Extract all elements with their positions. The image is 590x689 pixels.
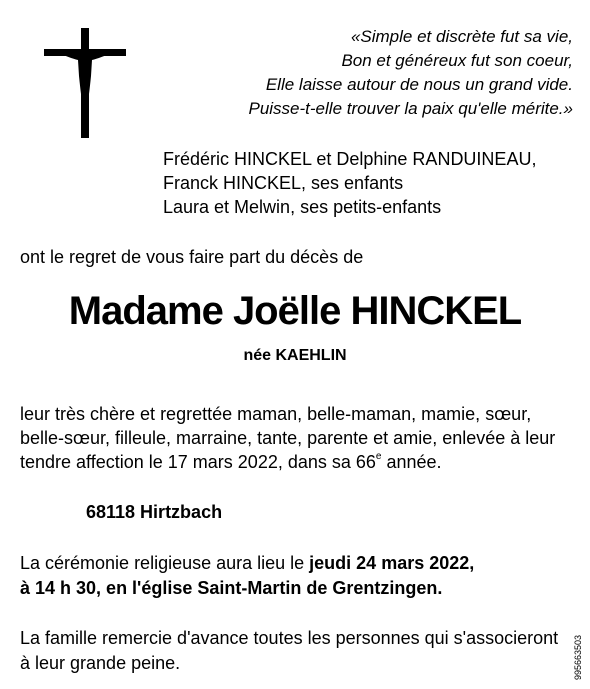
poem-line: Puisse-t-elle trouver la paix qu'elle mérite.» (248, 99, 573, 118)
thanks-note (20, 626, 575, 676)
ordinal-suffix: e (375, 451, 382, 462)
ceremony-time-place: à 14 h 30, en l'église Saint-Martin de Grentzingen. (20, 578, 443, 598)
family-line: Frédéric HINCKEL et Delphine RANDUINEAU, (163, 149, 537, 169)
description-line (20, 450, 575, 474)
ceremony-line (20, 551, 575, 576)
reference-number-text: 995663503 (573, 634, 583, 680)
residence: 68118 Hirtzbach (86, 502, 223, 522)
ceremony-date: jeudi 24 mars 2022, (309, 553, 475, 573)
description-text: tendre affection le 17 mars 2022, dans sa 66 (20, 452, 376, 472)
family-line: Laura et Melwin, ses petits-enfants (163, 197, 442, 217)
deceased-name: Madame Joëlle HINCKEL (68, 289, 522, 333)
reference-number (570, 600, 584, 680)
ceremony-line (20, 576, 575, 601)
description (20, 402, 575, 474)
announcement-intro: ont le regret de vous faire part du décès de (20, 247, 364, 267)
poem-line: «Simple et discrète fut sa vie, (350, 27, 573, 46)
description-text: année. (381, 452, 442, 472)
ceremony-text: La cérémonie religieuse aura lieu le (20, 553, 310, 573)
family-line: Franck HINCKEL, ses enfants (163, 173, 404, 193)
description-line: belle-sœur, filleule, marraine, tante, parente et amie, enlevée à leur (20, 428, 556, 448)
poem-line: Elle laisse autour de nous un grand vide. (265, 75, 573, 94)
thanks-line: à leur grande peine. (20, 653, 181, 673)
description-line: leur très chère et regrettée maman, belle-maman, mamie, sœur, (20, 404, 532, 424)
crucifix-icon (44, 28, 126, 138)
ceremony-info (20, 551, 575, 601)
thanks-line: La famille remercie d'avance toutes les personnes qui s'associeront (20, 628, 559, 648)
family-members (163, 147, 536, 219)
maiden-name: née KAEHLIN (243, 347, 347, 364)
poem (213, 25, 573, 121)
poem-line: Bon et généreux fut son coeur, (341, 51, 573, 70)
